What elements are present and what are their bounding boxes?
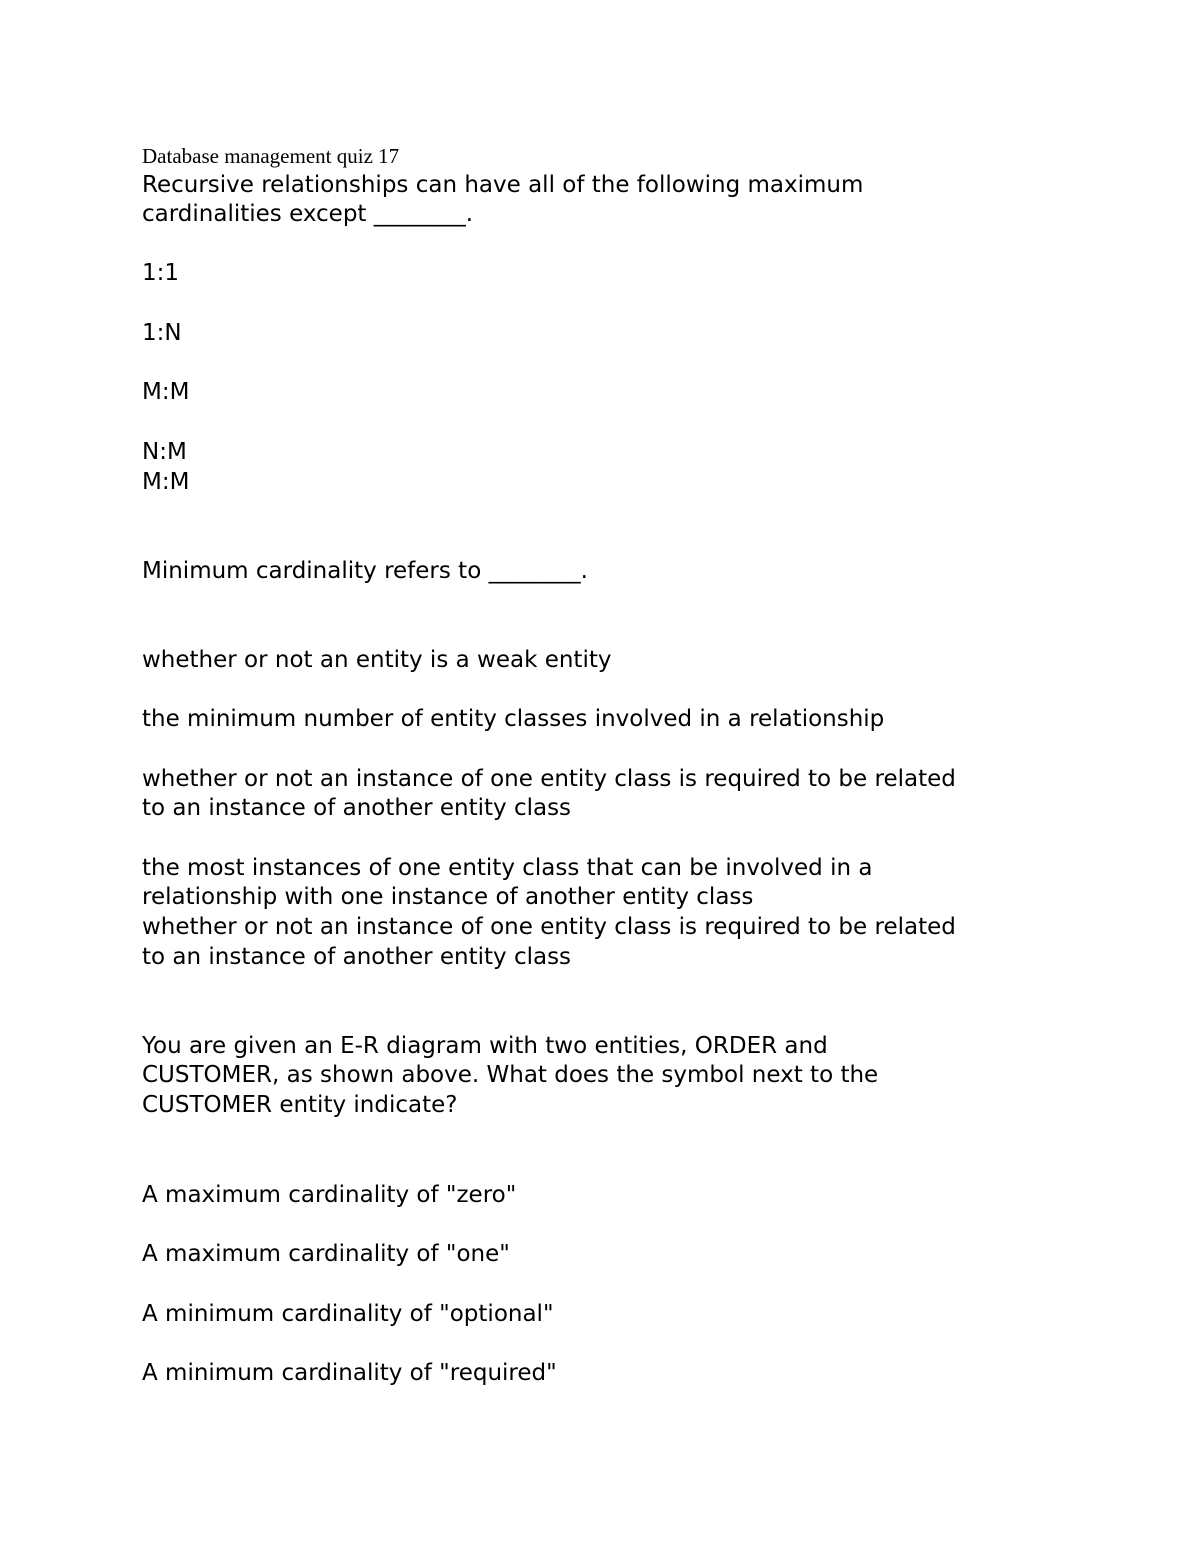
document-title: Database management quiz 17 bbox=[142, 144, 400, 168]
question-2-option-4-line-2: relationship with one instance of another entity class bbox=[142, 884, 754, 910]
question-2-option-3-line-1: whether or not an instance of one entity class is required to be related bbox=[142, 766, 956, 792]
question-3-option-4: A minimum cardinality of "required" bbox=[142, 1360, 557, 1386]
question-2-option-2: the minimum number of entity classes involved in a relationship bbox=[142, 706, 885, 732]
question-1-option-3: M:M bbox=[142, 379, 190, 405]
question-2-option-4-line-1: the most instances of one entity class that can be involved in a bbox=[142, 855, 873, 881]
question-1-option-2: 1:N bbox=[142, 320, 182, 346]
question-2-option-1: whether or not an entity is a weak entity bbox=[142, 647, 612, 673]
question-2-prompt-line-1: Minimum cardinality refers to ________. bbox=[142, 558, 588, 584]
question-3-prompt-line-3: CUSTOMER entity indicate? bbox=[142, 1092, 458, 1118]
question-3-prompt-line-2: CUSTOMER, as shown above. What does the symbol next to the bbox=[142, 1062, 879, 1088]
question-3-prompt-line-1: You are given an E-R diagram with two entities, ORDER and bbox=[142, 1033, 828, 1059]
question-1-prompt-line-2: cardinalities except ________. bbox=[142, 201, 474, 227]
question-3-option-3: A minimum cardinality of "optional" bbox=[142, 1301, 554, 1327]
question-2-option-3-line-2: to an instance of another entity class bbox=[142, 795, 572, 821]
question-1-prompt-line-1: Recursive relationships can have all of the following maximum bbox=[142, 172, 864, 198]
question-1-option-4: N:M bbox=[142, 439, 187, 465]
question-1-option-1: 1:1 bbox=[142, 260, 180, 286]
question-2-answer-line-1: whether or not an instance of one entity class is required to be related bbox=[142, 914, 956, 940]
question-3-option-1: A maximum cardinality of "zero" bbox=[142, 1182, 517, 1208]
question-1-answer: M:M bbox=[142, 469, 190, 495]
question-3-option-2: A maximum cardinality of "one" bbox=[142, 1241, 510, 1267]
question-2-answer-line-2: to an instance of another entity class bbox=[142, 944, 572, 970]
